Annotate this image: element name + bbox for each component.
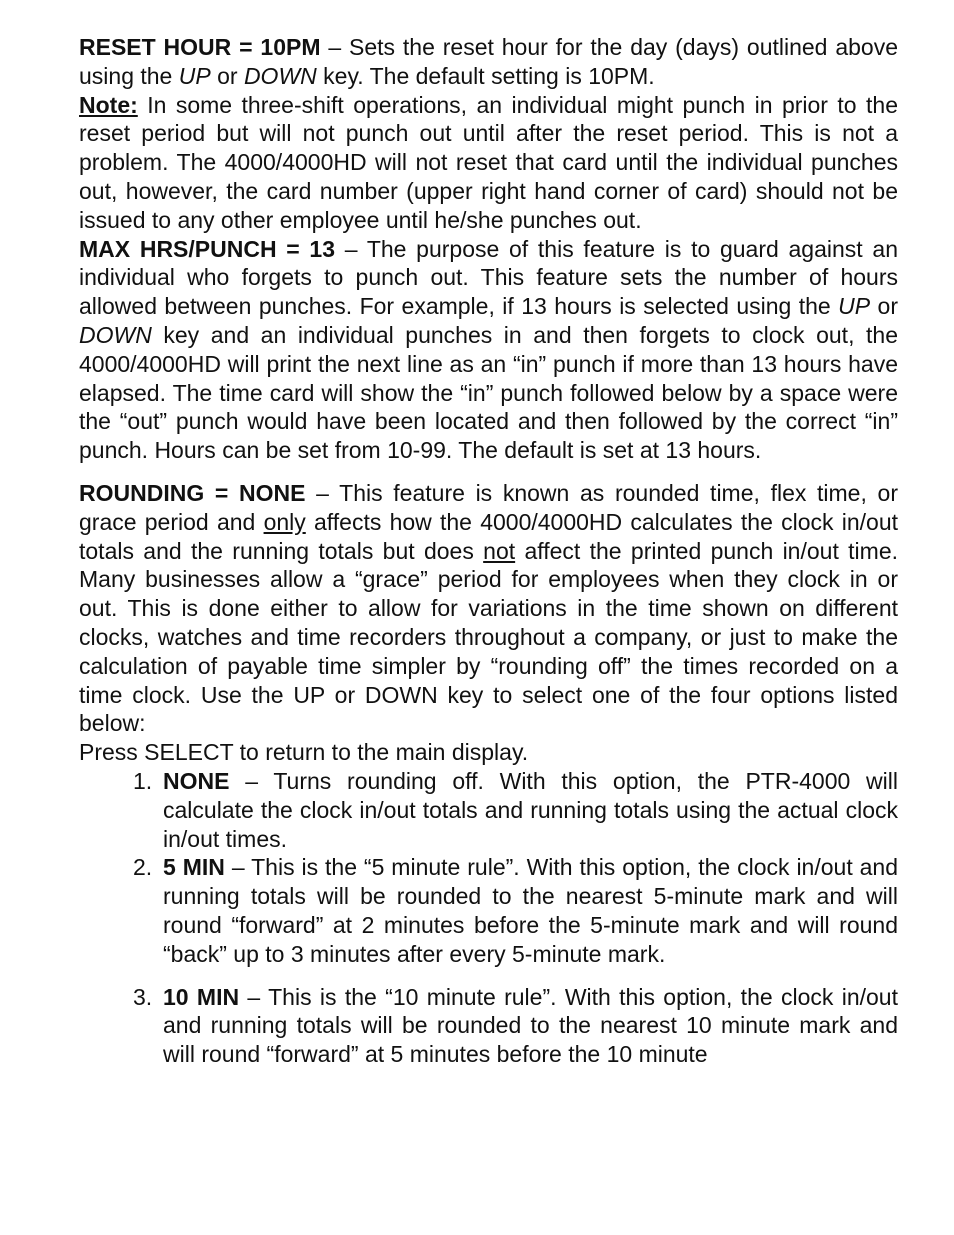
only-emphasis: only: [263, 508, 306, 535]
option-text: – This is the “5 minute rule”. With this option, the clock in/out and running totals will be rounded to the nearest 5-minute mark and will round “forward” at 2 minutes before the 5-minute mark and will round “back” up to 3 minutes after every 5-minute mark.: [163, 854, 899, 967]
or-text: or: [870, 293, 898, 320]
rounding-text-2: affects how the 4000/4000HD calculates the clock in/out totals and the running totals but does: [79, 508, 899, 564]
max-hrs-paragraph: [79, 235, 898, 465]
list-item: [79, 853, 898, 968]
reset-hour-default-text: key. The default setting is 10PM.: [316, 62, 655, 89]
reset-hour-label: RESET HOUR = 10PM: [79, 34, 321, 60]
note-text: In some three-shift operations, an individual might punch in prior to the reset period but will not punch out until after the reset period. This is not a problem. The 4000/4000HD will not reset that card until the individual punches out, however, the card number (upper right hand corner of card) should not be issued to any other employee until he/she punches out.: [79, 91, 898, 233]
rounding-paragraph: [79, 479, 898, 738]
list-item-number: 3.: [133, 983, 153, 1010]
reset-hour-paragraph: [79, 33, 898, 91]
list-item-number: 2.: [133, 854, 153, 881]
press-select-line: Press SELECT to return to the main display.: [79, 739, 529, 766]
up-key-term: UP: [178, 62, 211, 89]
rounding-label: ROUNDING = NONE: [79, 479, 306, 506]
rounding-text: – This feature is known as rounded time, flex time, or grace period and: [79, 479, 898, 535]
max-hrs-text-continued: key and an individual punches in and then forgets to clock out, the 4000/4000HD will print the next line as an “in” punch if more than 13 hours have elapsed. The time card will show the “in” punch followed below by a space were the “out” punch would have been located and then followed by the correct “in” punch. Hours can be set from 10-99. The default is set at 13 hours.: [79, 321, 898, 464]
max-hrs-label: MAX HRS/PUNCH = 13: [79, 235, 336, 262]
list-item-number: 1.: [133, 767, 153, 794]
document-page: [79, 33, 898, 1069]
up-key-term: UP: [838, 293, 871, 320]
rounding-text-3: affect the printed punch in/out time. Many businesses allow a “grace” period for employees when they clock in or out. This is done either to allow for variations in the time shown on different clocks, watches and time recorders throughout a company, or just to make the calculation of payable time simpler by “rounding off” the times recorded on a time clock. Use the UP or DOWN key to select one of the four options listed below:: [79, 537, 898, 737]
max-hrs-text: – The purpose of this feature is to guard against an individual who forgets to punch out. This feature sets the number of hours allowed between punches. For example, if 13 hours is selected using the: [79, 235, 898, 320]
option-label: NONE: [163, 767, 230, 794]
down-key-term: DOWN: [79, 321, 152, 348]
down-key-term: DOWN: [243, 62, 317, 89]
note-paragraph: [79, 91, 898, 235]
not-emphasis: not: [483, 537, 516, 564]
option-text: – This is the “10 minute rule”. With this option, the clock in/out and running totals will be rounded to the nearest 10 minute mark and will round “forward” at 5 minutes before the 10 minute: [163, 983, 898, 1068]
or-text: or: [210, 62, 244, 89]
option-label: 10 MIN: [163, 983, 240, 1010]
option-text: – Turns rounding off. With this option, the PTR-4000 will calculate the clock in/out totals and running totals using the actual clock in/out times.: [163, 767, 898, 852]
reset-hour-text: – Sets the reset hour for the day (days) outlined above using the: [79, 34, 898, 89]
list-item: [79, 767, 898, 853]
note-label: Note:: [79, 91, 138, 118]
list-item: [79, 983, 898, 1069]
rounding-options-list: [79, 767, 898, 1069]
option-label: 5 MIN: [163, 854, 225, 881]
